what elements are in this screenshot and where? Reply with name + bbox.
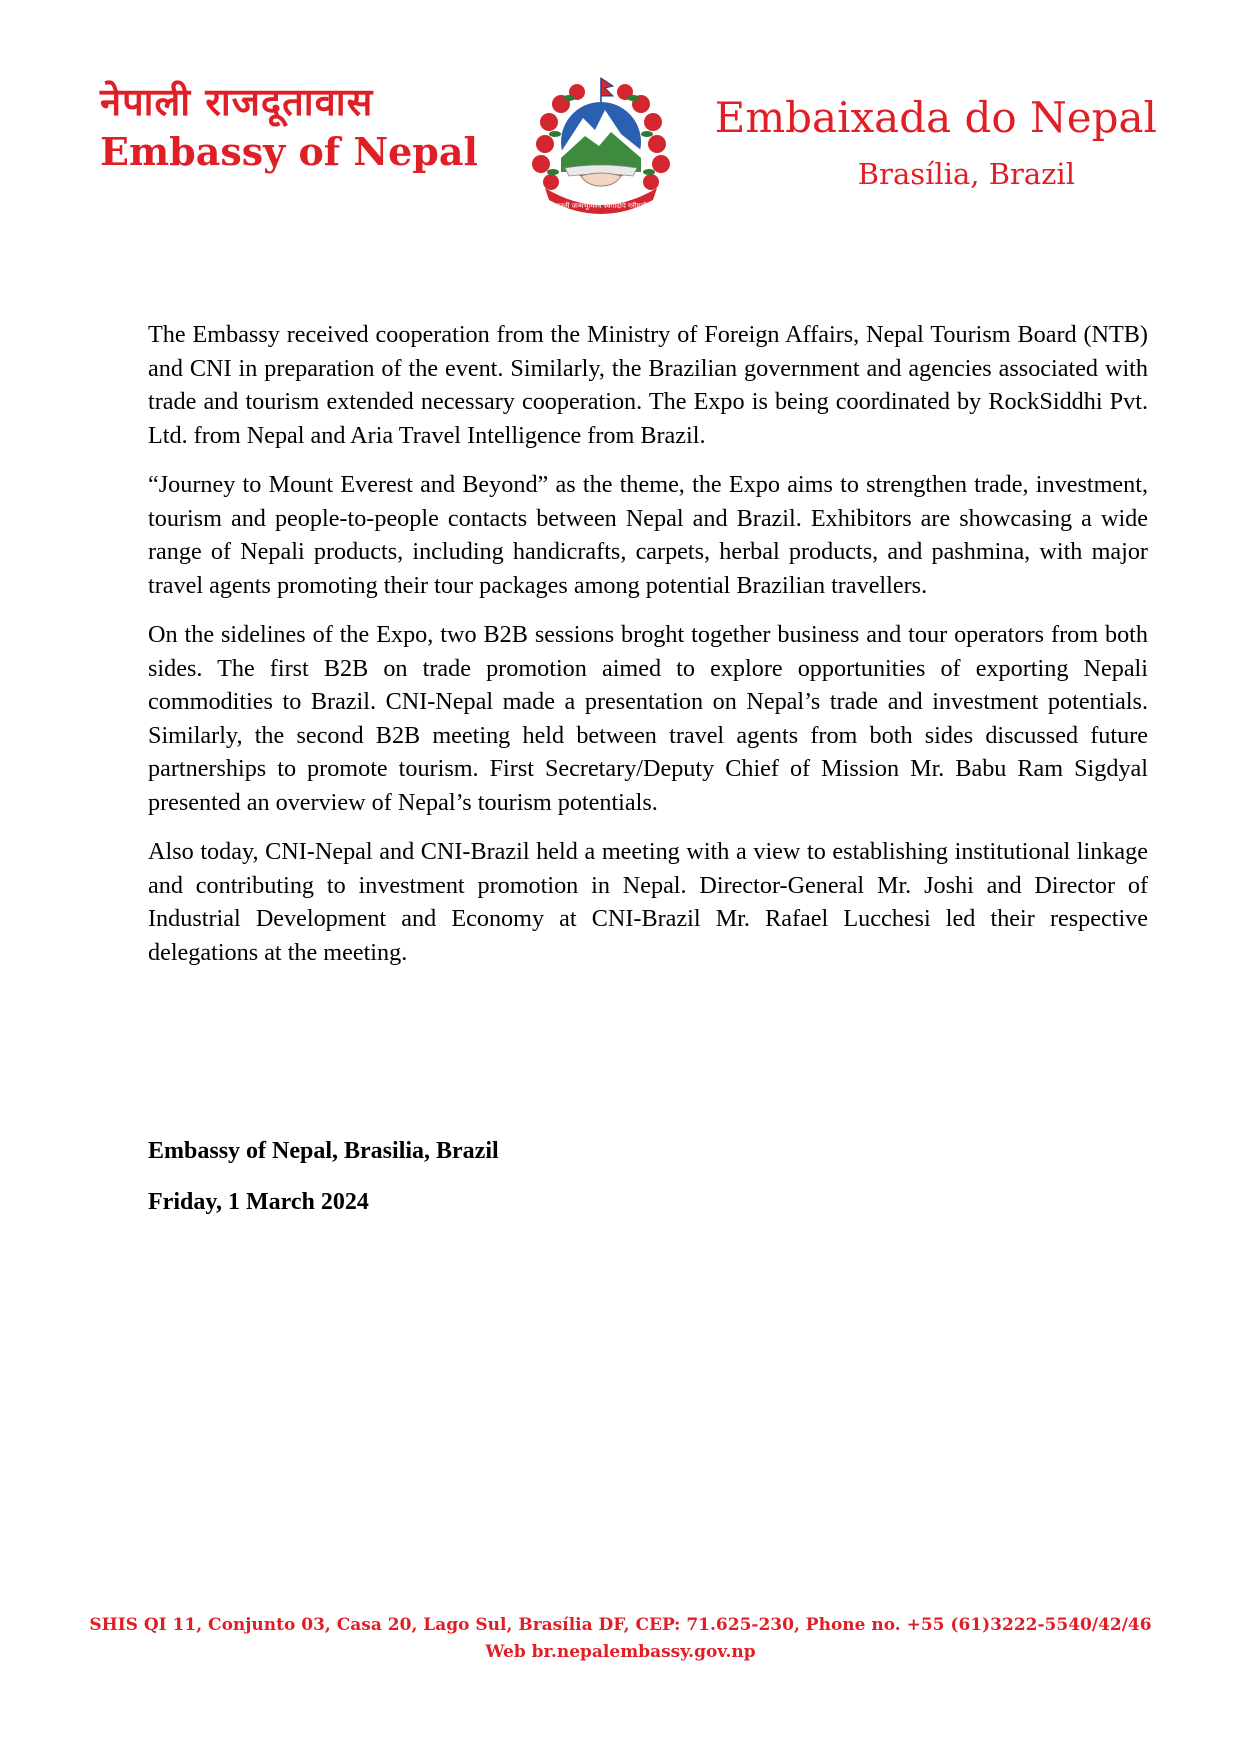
paragraph: “Journey to Mount Everest and Beyond” as the theme, the Expo aims to strengthen trade, investment, tourism and people-to-people contacts between Nepal and Brazil. Exhibitors are showcasing a wide range of Nepali products, including handicrafts, carpets, herbal products, and pashmina, with major travel agents promoting their tour packages among potential Brazilian travellers. <box>148 471 1148 599</box>
location-subtitle: Brasília, Brazil <box>857 157 1075 191</box>
paragraph: The Embassy received cooperation from the Ministry of Foreign Affairs, Nepal Tourism Board (NTB) and CNI in preparation of the event. Similarly, the Brazilian government and agencies associated with trade and tourism extended necessary cooperation. The Expo is being coordinated by RockSiddhi Pvt. Ltd. from Nepal and Aria Travel Intelligence from Brazil. <box>148 321 1148 449</box>
nepali-title: नेपाली राजदूतावास <box>100 80 374 124</box>
signature-place: Embassy of Nepal, Brasilia, Brazil <box>148 1138 499 1164</box>
footer-web: Web br.nepalembassy.gov.np <box>485 1642 756 1662</box>
nepal-coat-of-arms-icon <box>525 72 677 218</box>
footer-address: SHIS QI 11, Conjunto 03, Casa 20, Lago Sul, Brasília DF, CEP: 71.625-230, Phone no. +55 (61)3222-5540/42/46 <box>89 1615 1152 1635</box>
signature-date: Friday, 1 March 2024 <box>148 1189 369 1215</box>
portuguese-title: Embaixada do Nepal <box>714 93 1157 142</box>
paragraph: On the sidelines of the Expo, two B2B sessions broght together business and tour operators from both sides. The first B2B on trade promotion aimed to explore opportunities of exporting Nepali commodities to Brazil. CNI-Nepal made a presentation on Nepal’s trade and investment potentials. Similarly, the second B2B meeting held between travel agents from both sides discussed future partnerships to promote tourism. First Secretary/Deputy Chief of Mission Mr. Babu Ram Sigdyal presented an overview of Nepal’s tourism potentials. <box>148 621 1148 816</box>
header-right <box>715 92 1157 194</box>
press-release-body <box>148 318 1148 985</box>
paragraph: Also today, CNI-Nepal and CNI-Brazil held a meeting with a view to establishing institutional linkage and contributing to investment promotion in Nepal. Director-General Mr. Joshi and Director of Industrial Development and Economy at CNI-Brazil Mr. Rafael Lucchesi led their respective delegations at the meeting. <box>148 838 1148 966</box>
header-left <box>100 78 478 176</box>
signature-block <box>148 1135 499 1237</box>
english-title: Embassy of Nepal <box>100 129 478 174</box>
emblem-motto: जननी जन्मभूमिश्च स्वर्गादपि गरीयसी <box>554 202 648 210</box>
footer <box>0 1612 1241 1666</box>
